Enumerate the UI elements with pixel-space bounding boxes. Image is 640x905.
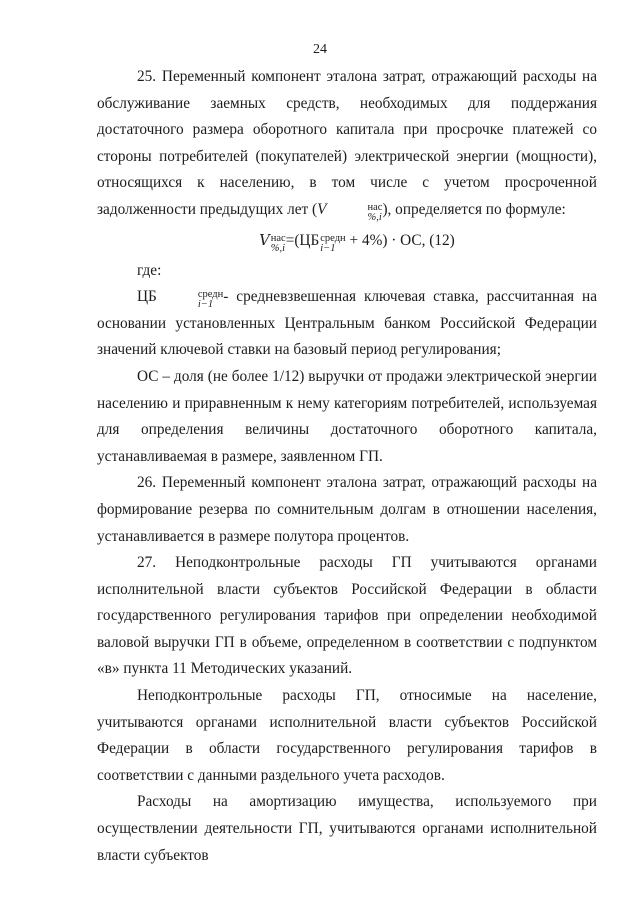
paragraph-25-end: ), определяется по формуле: xyxy=(382,200,566,218)
formula-12: V нас %,i =(ЦБ средн i−1 + 4%) · ОС, (12) xyxy=(259,231,455,254)
document-body xyxy=(97,64,597,869)
paragraph-25 xyxy=(97,64,597,224)
definition-cb xyxy=(97,284,597,364)
definition-oc: ОС – доля (не более 1/12) выручки от продажи электрической энергии населению и приравненным к нему категориям потребителей, используемая для определения величины достаточного оборотного капитала, устанавливаемая в размере, заявленном ГП. xyxy=(97,367,597,465)
formula-cb: ЦБ xyxy=(299,231,320,249)
where-label: где: xyxy=(137,261,162,279)
formula-lhs: V xyxy=(259,232,270,249)
formula-rest: + 4%) · ОС, (12) xyxy=(345,231,455,249)
variable-v-inline: V нас %,i xyxy=(317,200,383,223)
paragraph-uncontrolled-costs: Неподконтрольные расходы ГП, относимые на население, учитываются органами исполнительной власти субъектов Российской Федерации в области государственного регулирования тарифов в соответствии с данными раздельного учета расходов. xyxy=(97,687,597,784)
paragraph-27: 27. Неподконтрольные расходы ГП учитываются органами исполнительной власти субъектов Российской Федерации в области государственного регулирования тарифов при определении необходимой валовой выручки ГП в объеме, определенном в соответствии с подпунктом «в» пункта 11 Методических указаний. xyxy=(97,554,597,678)
definition-cb-text: - средневзвешенная ключевая ставка, рассчитанная на основании установленных Центральным банком Российской Федерации значений ключевой ставки на базовый период регулирования; xyxy=(97,288,597,359)
paragraph-amortization: Расходы на амортизацию имущества, используемого при осуществлении деятельности ГП, учитываются органами исполнительной власти субъектов xyxy=(97,793,597,864)
cb-symbol: ЦБ средн i−1 xyxy=(137,288,224,311)
page-number: 24 xyxy=(313,42,327,57)
paragraph-25-text: 25. Переменный компонент эталона затрат, отражающий расходы на обслуживание заемных средств, необходимых для поддержания достаточного размера оборотного капитала при просрочке платежей со стороны потребителей (покупателей) электрической энергии (мощности), относящихся к населению, в том числе с учетом просроченной задолженности предыдущих лет ( xyxy=(97,68,597,218)
paragraph-26: 26. Переменный компонент эталона затрат, отражающий расходы на формирование резерва по сомнительным долгам в отношении населения, устанавливается в размере полутора процентов. xyxy=(97,474,597,545)
